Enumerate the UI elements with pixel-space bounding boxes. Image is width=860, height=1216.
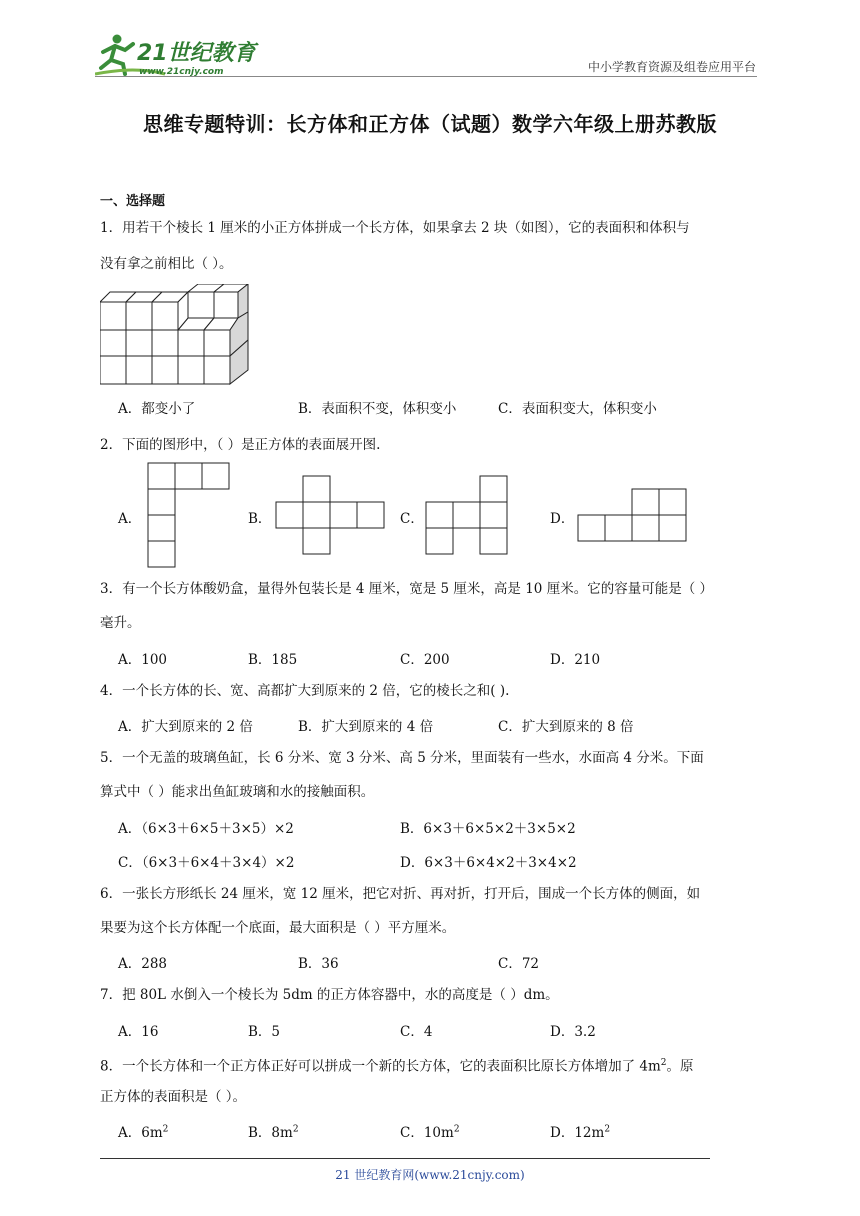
question-4-line-1: 4．一个长方体的长、宽、高都扩大到原来的 2 倍，它的棱长之和( ). <box>100 683 510 699</box>
question-2-option-c[interactable]: C． <box>400 511 424 527</box>
question-4-option-a[interactable]: A．扩大到原来的 2 倍 <box>118 719 253 735</box>
question-5-option-d[interactable]: D．6×3＋6×4×2＋3×4×2 <box>400 855 577 871</box>
question-2-net-d <box>577 488 687 548</box>
question-8-option-c[interactable]: C．$10m^2$ <box>400 1124 460 1141</box>
question-2-option-b[interactable]: B． <box>248 511 272 527</box>
question-3-option-d[interactable]: D．210 <box>550 652 601 668</box>
question-3-option-b[interactable]: B．185 <box>248 652 298 668</box>
question-7-option-b[interactable]: B．5 <box>248 1024 281 1040</box>
page-title: 思维专题特训：长方体和正方体（试题）数学六年级上册苏教版 <box>143 112 717 136</box>
header-platform-text: 中小学教育资源及组卷应用平台 <box>587 60 756 74</box>
question-6-option-a[interactable]: A．288 <box>118 956 168 972</box>
question-2-line-1: 2．下面的图形中，（ ）是正方体的表面展开图. <box>100 437 381 453</box>
question-2-net-a <box>147 462 231 574</box>
question-7-option-d[interactable]: D．3.2 <box>550 1024 596 1040</box>
question-8-line-1: 8．一个长方体和一个正方体正好可以拼成一个新的长方体，它的表面积比原长方体增加了 $4m^2$。原 <box>100 1058 694 1075</box>
logo-text: 21世纪教育 <box>137 41 256 66</box>
question-4-option-b[interactable]: B．扩大到原来的 4 倍 <box>298 719 434 735</box>
question-5-line-2: 算式中（ ）能求出鱼缸玻璃和水的接触面积。 <box>100 784 375 800</box>
question-7-line-1: 7．把 80L 水倒入一个棱长为 5dm 的正方体容器中，水的高度是（ ）dm。 <box>100 987 559 1003</box>
question-6-option-b[interactable]: B．36 <box>298 956 339 972</box>
footer-link[interactable]: 21 世纪教育网(www.21cnjy.com) <box>335 1168 525 1182</box>
logo-url: www.21cnjy.com <box>139 67 224 77</box>
question-5-line-1: 5．一个无盖的玻璃鱼缸，长 6 分米、宽 3 分米、高 5 分米，里面装有一些水，水面高 4 分米。下面 <box>100 750 704 766</box>
question-6-option-c[interactable]: C．72 <box>498 956 540 972</box>
footer-divider <box>100 1158 710 1159</box>
question-3-option-a[interactable]: A．100 <box>118 652 168 668</box>
question-1-cube-figure <box>100 284 250 390</box>
question-7-option-a[interactable]: A．16 <box>118 1024 159 1040</box>
question-3-line-1: 3．有一个长方体酸奶盒，量得外包装长是 4 厘米，宽是 5 厘米，高是 10 厘米。它的容量可能是（ ） <box>100 581 713 597</box>
question-8-option-b[interactable]: B．$8m^2$ <box>248 1124 299 1141</box>
question-2-net-c <box>425 475 509 561</box>
question-2-option-a[interactable]: A． <box>118 511 142 527</box>
question-8-line-2: 正方体的表面积是（ ）。 <box>100 1089 247 1105</box>
header-divider <box>95 76 757 77</box>
question-2-option-d[interactable]: D． <box>550 511 575 527</box>
question-1-option-a[interactable]: A．都变小了 <box>118 401 196 417</box>
question-2-net-b <box>275 475 385 561</box>
question-8-option-a[interactable]: A．$6m^2$ <box>118 1124 169 1141</box>
question-1-option-b[interactable]: B．表面积不变，体积变小 <box>298 401 457 417</box>
question-1-line-2: 没有拿之前相比（ ）。 <box>100 256 233 272</box>
question-5-option-c[interactable]: C．（6×3＋6×4＋3×4）×2 <box>118 855 295 871</box>
question-3-option-c[interactable]: C．200 <box>400 652 450 668</box>
site-logo <box>95 30 265 80</box>
question-6-line-1: 6．一张长方形纸长 24 厘米，宽 12 厘米，把它对折、再对折，打开后，围成一个长方体的侧面，如 <box>100 886 701 902</box>
question-5-option-b[interactable]: B．6×3＋6×5×2＋3×5×2 <box>400 821 576 837</box>
question-1-line-1: 1．用若干个棱长 1 厘米的小正方体拼成一个长方体，如果拿去 2 块（如图），它的表面积和体积与 <box>100 220 690 236</box>
question-7-option-c[interactable]: C．4 <box>400 1024 433 1040</box>
question-8-option-d[interactable]: D．$12m^2$ <box>550 1124 611 1141</box>
question-5-option-a[interactable]: A．（6×3＋6×5＋3×5）×2 <box>118 821 294 837</box>
section-heading: 一、选择题 <box>100 194 166 209</box>
question-3-line-2: 毫升。 <box>100 615 141 631</box>
question-6-line-2: 果要为这个长方体配一个底面，最大面积是（ ）平方厘米。 <box>100 920 456 936</box>
question-4-option-c[interactable]: C．扩大到原来的 8 倍 <box>498 719 634 735</box>
question-1-option-c[interactable]: C．表面积变大，体积变小 <box>498 401 657 417</box>
